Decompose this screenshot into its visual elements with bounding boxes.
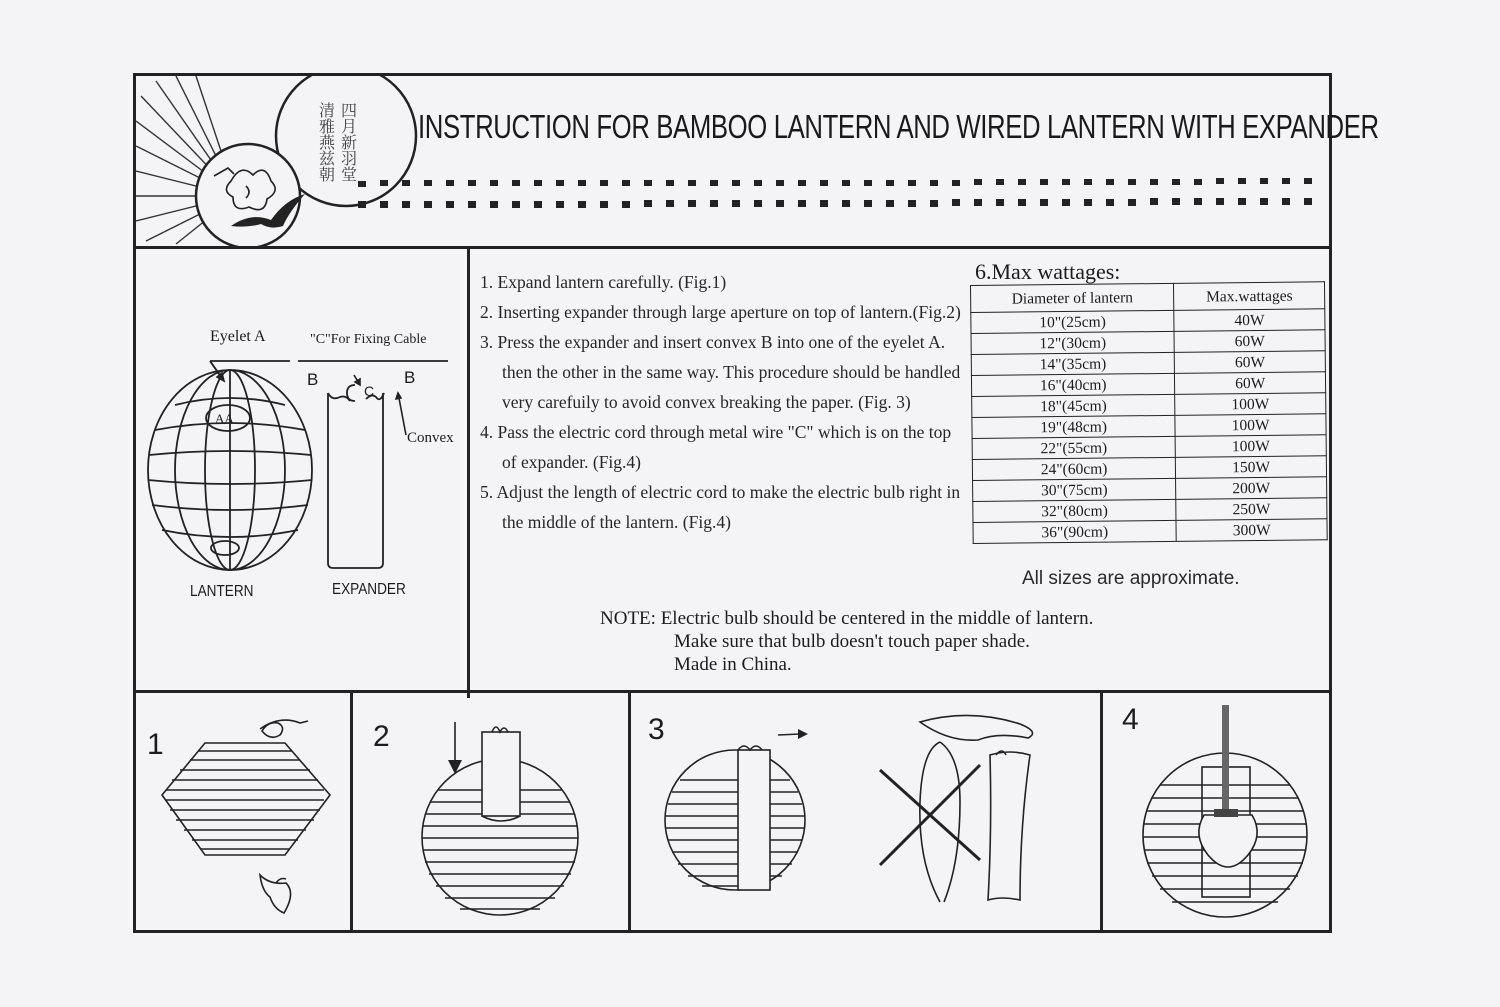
diameter-cell: 16"(40cm) bbox=[971, 373, 1175, 396]
note-line: Electric bulb should be centered in the middle of lantern. bbox=[660, 608, 1094, 629]
sizes-footnote: All sizes are approximate. bbox=[1022, 568, 1240, 589]
wattage-cell: 250W bbox=[1176, 498, 1327, 521]
wattage-cell: 40W bbox=[1174, 309, 1325, 332]
steps-divider bbox=[133, 690, 1332, 693]
convex-label: Convex bbox=[407, 430, 454, 446]
decorative-dashes bbox=[358, 198, 1328, 208]
note-block bbox=[600, 607, 1093, 676]
wattage-cell: 100W bbox=[1175, 435, 1326, 458]
eyelet-marker: AA bbox=[215, 411, 234, 426]
wattage-title: 6.Max wattages: bbox=[975, 259, 1121, 284]
note-line: Made in China. bbox=[674, 654, 792, 675]
step-number: 1 bbox=[147, 728, 164, 761]
instruction-item: 3. Press the expander and insert convex B into one of the eyelet A. then the other in the same way. This procedure should be handled very carefuily to avoid convex breaking the paper. (Fig. 3) bbox=[480, 332, 961, 412]
diameter-cell: 22"(55cm) bbox=[972, 436, 1176, 459]
convex-b-label: B bbox=[307, 370, 319, 389]
instruction-item: 5. Adjust the length of electric cord to make the electric bulb right in the middle of the lantern. (Fig.4) bbox=[480, 482, 961, 532]
bulb-icon bbox=[1214, 809, 1238, 817]
wattage-cell: 100W bbox=[1175, 393, 1326, 416]
diameter-cell: 14"(35cm) bbox=[971, 352, 1175, 375]
lantern-diagram bbox=[140, 355, 470, 580]
wattage-table bbox=[970, 281, 1328, 544]
instruction-item: 2. Inserting expander through large aperture on top of lantern.(Fig.2) bbox=[480, 302, 961, 322]
diameter-cell: 12"(30cm) bbox=[971, 331, 1175, 354]
step-divider bbox=[1100, 692, 1103, 932]
lantern-logo bbox=[136, 76, 421, 246]
fixing-cable-label: "C"For Fixing Cable bbox=[310, 332, 427, 347]
step1-illustration bbox=[150, 715, 345, 930]
note-line: Make sure that bulb doesn't touch paper shade. bbox=[674, 631, 1030, 652]
right-arrow-icon bbox=[798, 729, 808, 739]
instruction-list bbox=[480, 267, 962, 537]
table-row bbox=[973, 519, 1327, 544]
diameter-cell: 24"(60cm) bbox=[972, 457, 1176, 480]
decorative-dashes bbox=[358, 178, 1328, 188]
step3-illustration bbox=[640, 700, 1095, 925]
step-number: 3 bbox=[648, 713, 665, 746]
lantern-caption: LANTERN bbox=[190, 583, 254, 600]
step-divider bbox=[628, 692, 631, 932]
step2-illustration bbox=[410, 712, 620, 927]
eyelet-label: Eyelet A bbox=[210, 328, 266, 345]
instruction-item: 1. Expand lantern carefully. (Fig.1) bbox=[480, 272, 727, 292]
note-label: NOTE: bbox=[600, 608, 656, 629]
c-hook-label: C bbox=[364, 383, 375, 399]
header-divider bbox=[133, 246, 1332, 249]
diameter-cell: 10"(25cm) bbox=[971, 310, 1175, 333]
diameter-cell: 36"(90cm) bbox=[973, 520, 1177, 543]
wattage-cell: 200W bbox=[1176, 477, 1327, 500]
diameter-cell: 19"(48cm) bbox=[972, 415, 1176, 438]
column-header: Max.wattages bbox=[1174, 282, 1325, 311]
wattage-cell: 60W bbox=[1175, 351, 1326, 374]
column-header: Diameter of lantern bbox=[971, 283, 1175, 312]
step-number: 2 bbox=[373, 720, 390, 753]
wattage-cell: 100W bbox=[1175, 414, 1326, 437]
logo-calligraphy: 四月新羽堂 bbox=[338, 102, 358, 182]
diameter-cell: 30"(75cm) bbox=[973, 478, 1177, 501]
step4-illustration bbox=[1130, 705, 1330, 930]
wattage-cell: 300W bbox=[1176, 519, 1327, 542]
step-divider bbox=[350, 692, 353, 932]
diameter-cell: 32"(80cm) bbox=[973, 499, 1177, 522]
expander-caption: EXPANDER bbox=[332, 581, 406, 598]
wattage-cell: 150W bbox=[1176, 456, 1327, 479]
svg-text:清雅燕兹朝: 清雅燕兹朝 bbox=[316, 102, 336, 182]
convex-b-label: B bbox=[404, 368, 416, 387]
step-number: 4 bbox=[1122, 703, 1139, 736]
instruction-item: 4. Pass the electric cord through metal wire "C" which is on the top of expander. (Fig.4) bbox=[480, 422, 952, 472]
down-arrow-icon bbox=[448, 760, 462, 774]
wattage-cell: 60W bbox=[1175, 372, 1326, 395]
page-title: INSTRUCTION FOR BAMBOO LANTERN AND WIRED LANTERN WITH EXPANDER bbox=[418, 108, 1379, 145]
wattage-cell: 60W bbox=[1174, 330, 1325, 353]
diameter-cell: 18"(45cm) bbox=[972, 394, 1176, 417]
